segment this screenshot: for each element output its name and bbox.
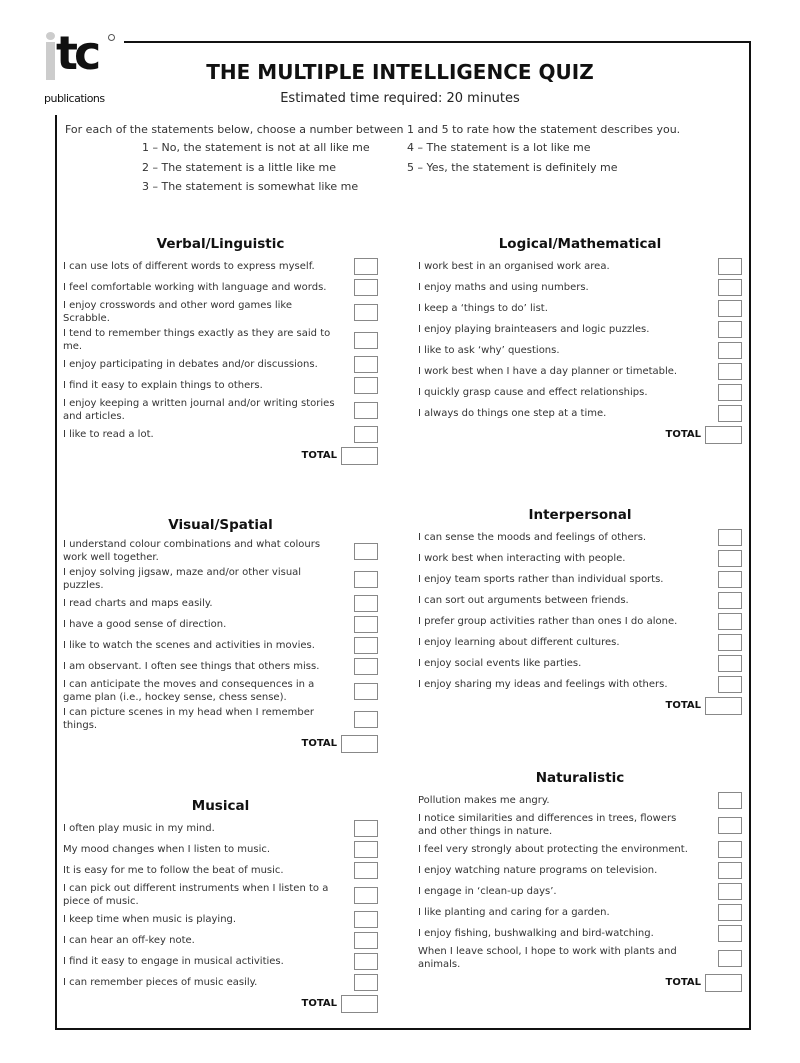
statement-text: I notice similarities and differences in trees, flowers and other things in nature. bbox=[418, 813, 677, 837]
statement-row bbox=[63, 326, 378, 354]
statement-row bbox=[63, 375, 378, 396]
section-naturalistic bbox=[418, 770, 742, 993]
statement-text: I can anticipate the moves and consequences in a game plan (i.e., hockey sense, chess sense). bbox=[63, 679, 315, 703]
copyright-icon bbox=[108, 34, 115, 41]
rating-input-box[interactable] bbox=[718, 279, 742, 296]
statement-row bbox=[418, 653, 742, 674]
section-verbal bbox=[63, 236, 378, 466]
total-label: TOTAL bbox=[301, 998, 337, 1009]
statement-row bbox=[63, 818, 378, 839]
total-input-box[interactable] bbox=[705, 974, 742, 992]
rating-input-box[interactable] bbox=[718, 862, 742, 879]
statement-text: I enjoy playing brainteasers and logic puzzles. bbox=[418, 324, 650, 335]
statement-text: I can pick out different instruments when I listen to a piece of music. bbox=[63, 883, 329, 907]
rating-input-box[interactable] bbox=[354, 683, 378, 700]
statement-text: I understand colour combinations and what colours work well together. bbox=[63, 539, 321, 563]
section-title: Naturalistic bbox=[535, 770, 625, 786]
statement-text: I am observant. I often see things that others miss. bbox=[63, 661, 320, 672]
rating-input-box[interactable] bbox=[354, 426, 378, 443]
statement-row bbox=[63, 951, 378, 972]
total-input-box[interactable] bbox=[705, 697, 742, 715]
total-row bbox=[63, 733, 378, 754]
scale-4: 4 – The statement is a lot like me bbox=[407, 141, 591, 154]
statement-row bbox=[418, 790, 742, 811]
statement-row bbox=[63, 881, 378, 909]
rating-input-box[interactable] bbox=[354, 953, 378, 970]
statement-row bbox=[63, 839, 378, 860]
statement-text: I find it easy to engage in musical activities. bbox=[63, 956, 284, 967]
statement-row bbox=[63, 972, 378, 993]
rating-input-box[interactable] bbox=[354, 258, 378, 275]
instructions: For each of the statements below, choose a number between 1 and 5 to rate how the statement describes you. bbox=[65, 123, 681, 136]
rating-input-box[interactable] bbox=[718, 342, 742, 359]
rating-input-box[interactable] bbox=[354, 711, 378, 728]
total-row bbox=[63, 993, 378, 1014]
statement-text: I enjoy watching nature programs on television. bbox=[418, 865, 658, 876]
rating-input-box[interactable] bbox=[718, 883, 742, 900]
statement-row bbox=[63, 860, 378, 881]
rating-input-box[interactable] bbox=[354, 637, 378, 654]
section-musical bbox=[63, 798, 378, 1014]
rating-input-box[interactable] bbox=[354, 595, 378, 612]
statement-text: I can remember pieces of music easily. bbox=[63, 977, 258, 988]
statement-text: I feel comfortable working with language and words. bbox=[63, 282, 327, 293]
rating-input-box[interactable] bbox=[354, 887, 378, 904]
statement-row bbox=[63, 424, 378, 445]
rating-input-box[interactable] bbox=[354, 658, 378, 675]
rating-input-box[interactable] bbox=[354, 616, 378, 633]
statement-row bbox=[418, 839, 742, 860]
statement-text: I enjoy learning about different cultures. bbox=[418, 637, 620, 648]
statement-row bbox=[63, 930, 378, 951]
rating-input-box[interactable] bbox=[718, 550, 742, 567]
statement-row bbox=[418, 611, 742, 632]
statement-text: I like to ask ‘why’ questions. bbox=[418, 345, 560, 356]
statement-row bbox=[418, 382, 742, 403]
statement-text: I enjoy team sports rather than individual sports. bbox=[418, 574, 664, 585]
rating-input-box[interactable] bbox=[718, 841, 742, 858]
statement-text: I always do things one step at a time. bbox=[418, 408, 607, 419]
total-label: TOTAL bbox=[665, 977, 701, 988]
statement-text: I like planting and caring for a garden. bbox=[418, 907, 610, 918]
rating-input-box[interactable] bbox=[354, 402, 378, 419]
statement-text: I enjoy sharing my ideas and feelings with others. bbox=[418, 679, 668, 690]
statement-row bbox=[418, 860, 742, 881]
statement-text: I enjoy keeping a written journal and/or writing stories and articles. bbox=[63, 398, 335, 422]
total-input-box[interactable] bbox=[341, 447, 378, 465]
section-logical bbox=[418, 236, 742, 445]
statement-row bbox=[418, 590, 742, 611]
rating-input-box[interactable] bbox=[354, 543, 378, 560]
statement-text: I find it easy to explain things to others. bbox=[63, 380, 263, 391]
rating-input-box[interactable] bbox=[718, 904, 742, 921]
statement-row bbox=[418, 569, 742, 590]
rating-input-box[interactable] bbox=[354, 332, 378, 349]
statement-row bbox=[418, 811, 742, 839]
section-visual bbox=[63, 517, 378, 754]
statement-row bbox=[63, 277, 378, 298]
statement-text: I like to read a lot. bbox=[63, 429, 154, 440]
statement-text: When I leave school, I hope to work with plants and animals. bbox=[418, 946, 677, 970]
statement-text: I can sense the moods and feelings of others. bbox=[418, 532, 647, 543]
rating-input-box[interactable] bbox=[718, 258, 742, 275]
statement-row bbox=[418, 319, 742, 340]
total-row bbox=[418, 695, 742, 716]
scale-3: 3 – The statement is somewhat like me bbox=[142, 180, 359, 193]
total-label: TOTAL bbox=[301, 738, 337, 749]
statement-row bbox=[63, 705, 378, 733]
total-row bbox=[418, 972, 742, 993]
statement-text: It is easy for me to follow the beat of music. bbox=[63, 865, 284, 876]
statement-text: I enjoy participating in debates and/or discussions. bbox=[63, 359, 318, 370]
rating-input-box[interactable] bbox=[354, 279, 378, 296]
statement-text: I enjoy social events like parties. bbox=[418, 658, 582, 669]
total-row bbox=[418, 424, 742, 445]
rating-input-box[interactable] bbox=[718, 634, 742, 651]
statement-text: I read charts and maps easily. bbox=[63, 598, 213, 609]
total-label: TOTAL bbox=[301, 450, 337, 461]
rating-input-box[interactable] bbox=[718, 613, 742, 630]
statement-row bbox=[418, 674, 742, 695]
statement-text: I tend to remember things exactly as they are said to me. bbox=[63, 328, 331, 352]
section-title: Logical/Mathematical bbox=[498, 236, 662, 252]
statement-text: I work best when interacting with people. bbox=[418, 553, 626, 564]
rating-input-box[interactable] bbox=[718, 676, 742, 693]
statement-row bbox=[418, 403, 742, 424]
rating-input-box[interactable] bbox=[718, 300, 742, 317]
rating-input-box[interactable] bbox=[354, 377, 378, 394]
statement-row bbox=[418, 902, 742, 923]
statement-text: I work best in an organised work area. bbox=[418, 261, 610, 272]
section-title: Verbal/Linguistic bbox=[156, 236, 285, 252]
rating-input-box[interactable] bbox=[354, 841, 378, 858]
statement-row bbox=[418, 340, 742, 361]
section-title: Musical bbox=[191, 798, 250, 814]
total-label: TOTAL bbox=[665, 700, 701, 711]
statement-text: I have a good sense of direction. bbox=[63, 619, 227, 630]
rating-input-box[interactable] bbox=[354, 820, 378, 837]
statement-row bbox=[418, 298, 742, 319]
rating-input-box[interactable] bbox=[718, 817, 742, 834]
section-title: Visual/Spatial bbox=[168, 517, 273, 533]
statement-text: I keep a ‘things to do’ list. bbox=[418, 303, 548, 314]
section-interpersonal bbox=[418, 507, 742, 716]
statement-text: I quickly grasp cause and effect relationships. bbox=[418, 387, 648, 398]
rating-input-box[interactable] bbox=[354, 932, 378, 949]
statement-row bbox=[418, 527, 742, 548]
statement-row bbox=[63, 656, 378, 677]
scale-1: 1 – No, the statement is not at all like me bbox=[142, 141, 370, 154]
total-input-box[interactable] bbox=[341, 735, 378, 753]
rating-input-box[interactable] bbox=[718, 925, 742, 942]
statement-text: I enjoy fishing, bushwalking and bird-watching. bbox=[418, 928, 654, 939]
statement-row bbox=[418, 632, 742, 653]
rating-input-box[interactable] bbox=[718, 384, 742, 401]
rating-input-box[interactable] bbox=[718, 792, 742, 809]
rating-input-box[interactable] bbox=[718, 571, 742, 588]
rating-input-box[interactable] bbox=[718, 363, 742, 380]
statement-text: I enjoy maths and using numbers. bbox=[418, 282, 589, 293]
rating-input-box[interactable] bbox=[718, 950, 742, 967]
statement-text: I keep time when music is playing. bbox=[63, 914, 237, 925]
statement-text: I can hear an off-key note. bbox=[63, 935, 195, 946]
statement-row bbox=[63, 537, 378, 565]
total-label: TOTAL bbox=[665, 429, 701, 440]
statement-text: I like to watch the scenes and activities in movies. bbox=[63, 640, 315, 651]
rating-input-box[interactable] bbox=[354, 304, 378, 321]
statement-text: I engage in ‘clean-up days’. bbox=[418, 886, 557, 897]
section-title: Interpersonal bbox=[528, 507, 632, 523]
statement-row bbox=[63, 298, 378, 326]
page-title: THE MULTIPLE INTELLIGENCE QUIZ bbox=[206, 60, 594, 84]
total-input-box[interactable] bbox=[705, 426, 742, 444]
scale-2: 2 – The statement is a little like me bbox=[142, 161, 336, 174]
statement-text: I can sort out arguments between friends. bbox=[418, 595, 629, 606]
statement-row bbox=[418, 256, 742, 277]
statement-row bbox=[418, 277, 742, 298]
statement-text: I often play music in my mind. bbox=[63, 823, 215, 834]
statement-row bbox=[63, 635, 378, 656]
total-row bbox=[63, 445, 378, 466]
itc-publications-logo: tc publications bbox=[44, 32, 126, 112]
rating-input-box[interactable] bbox=[718, 592, 742, 609]
statement-row bbox=[63, 396, 378, 424]
statement-row bbox=[418, 944, 742, 972]
statement-row bbox=[418, 923, 742, 944]
rating-input-box[interactable] bbox=[354, 356, 378, 373]
statement-text: I enjoy crosswords and other word games like Scrabble. bbox=[63, 300, 292, 324]
statement-text: I work best when I have a day planner or timetable. bbox=[418, 366, 678, 377]
rating-input-box[interactable] bbox=[354, 571, 378, 588]
total-input-box[interactable] bbox=[341, 995, 378, 1013]
statement-row bbox=[63, 256, 378, 277]
statement-text: I feel very strongly about protecting the environment. bbox=[418, 844, 688, 855]
statement-row bbox=[418, 548, 742, 569]
rating-input-box[interactable] bbox=[354, 862, 378, 879]
rating-input-box[interactable] bbox=[718, 405, 742, 422]
statement-text: My mood changes when I listen to music. bbox=[63, 844, 271, 855]
statement-row bbox=[63, 354, 378, 375]
statement-text: Pollution makes me angry. bbox=[418, 795, 550, 806]
statement-text: I can use lots of different words to express myself. bbox=[63, 261, 315, 272]
statement-row bbox=[63, 677, 378, 705]
scale-5: 5 – Yes, the statement is definitely me bbox=[407, 161, 618, 174]
statement-text: I prefer group activities rather than ones I do alone. bbox=[418, 616, 678, 627]
statement-row bbox=[63, 909, 378, 930]
rating-input-box[interactable] bbox=[354, 974, 378, 991]
rating-input-box[interactable] bbox=[718, 321, 742, 338]
statement-text: I can picture scenes in my head when I remember things. bbox=[63, 707, 314, 731]
statement-row bbox=[418, 361, 742, 382]
rating-input-box[interactable] bbox=[718, 529, 742, 546]
rating-input-box[interactable] bbox=[354, 911, 378, 928]
statement-text: I enjoy solving jigsaw, maze and/or other visual puzzles. bbox=[63, 567, 302, 591]
statement-row bbox=[418, 881, 742, 902]
statement-row bbox=[63, 593, 378, 614]
rating-input-box[interactable] bbox=[718, 655, 742, 672]
statement-row bbox=[63, 565, 378, 593]
statement-row bbox=[63, 614, 378, 635]
time-required: Estimated time required: 20 minutes bbox=[280, 91, 520, 106]
